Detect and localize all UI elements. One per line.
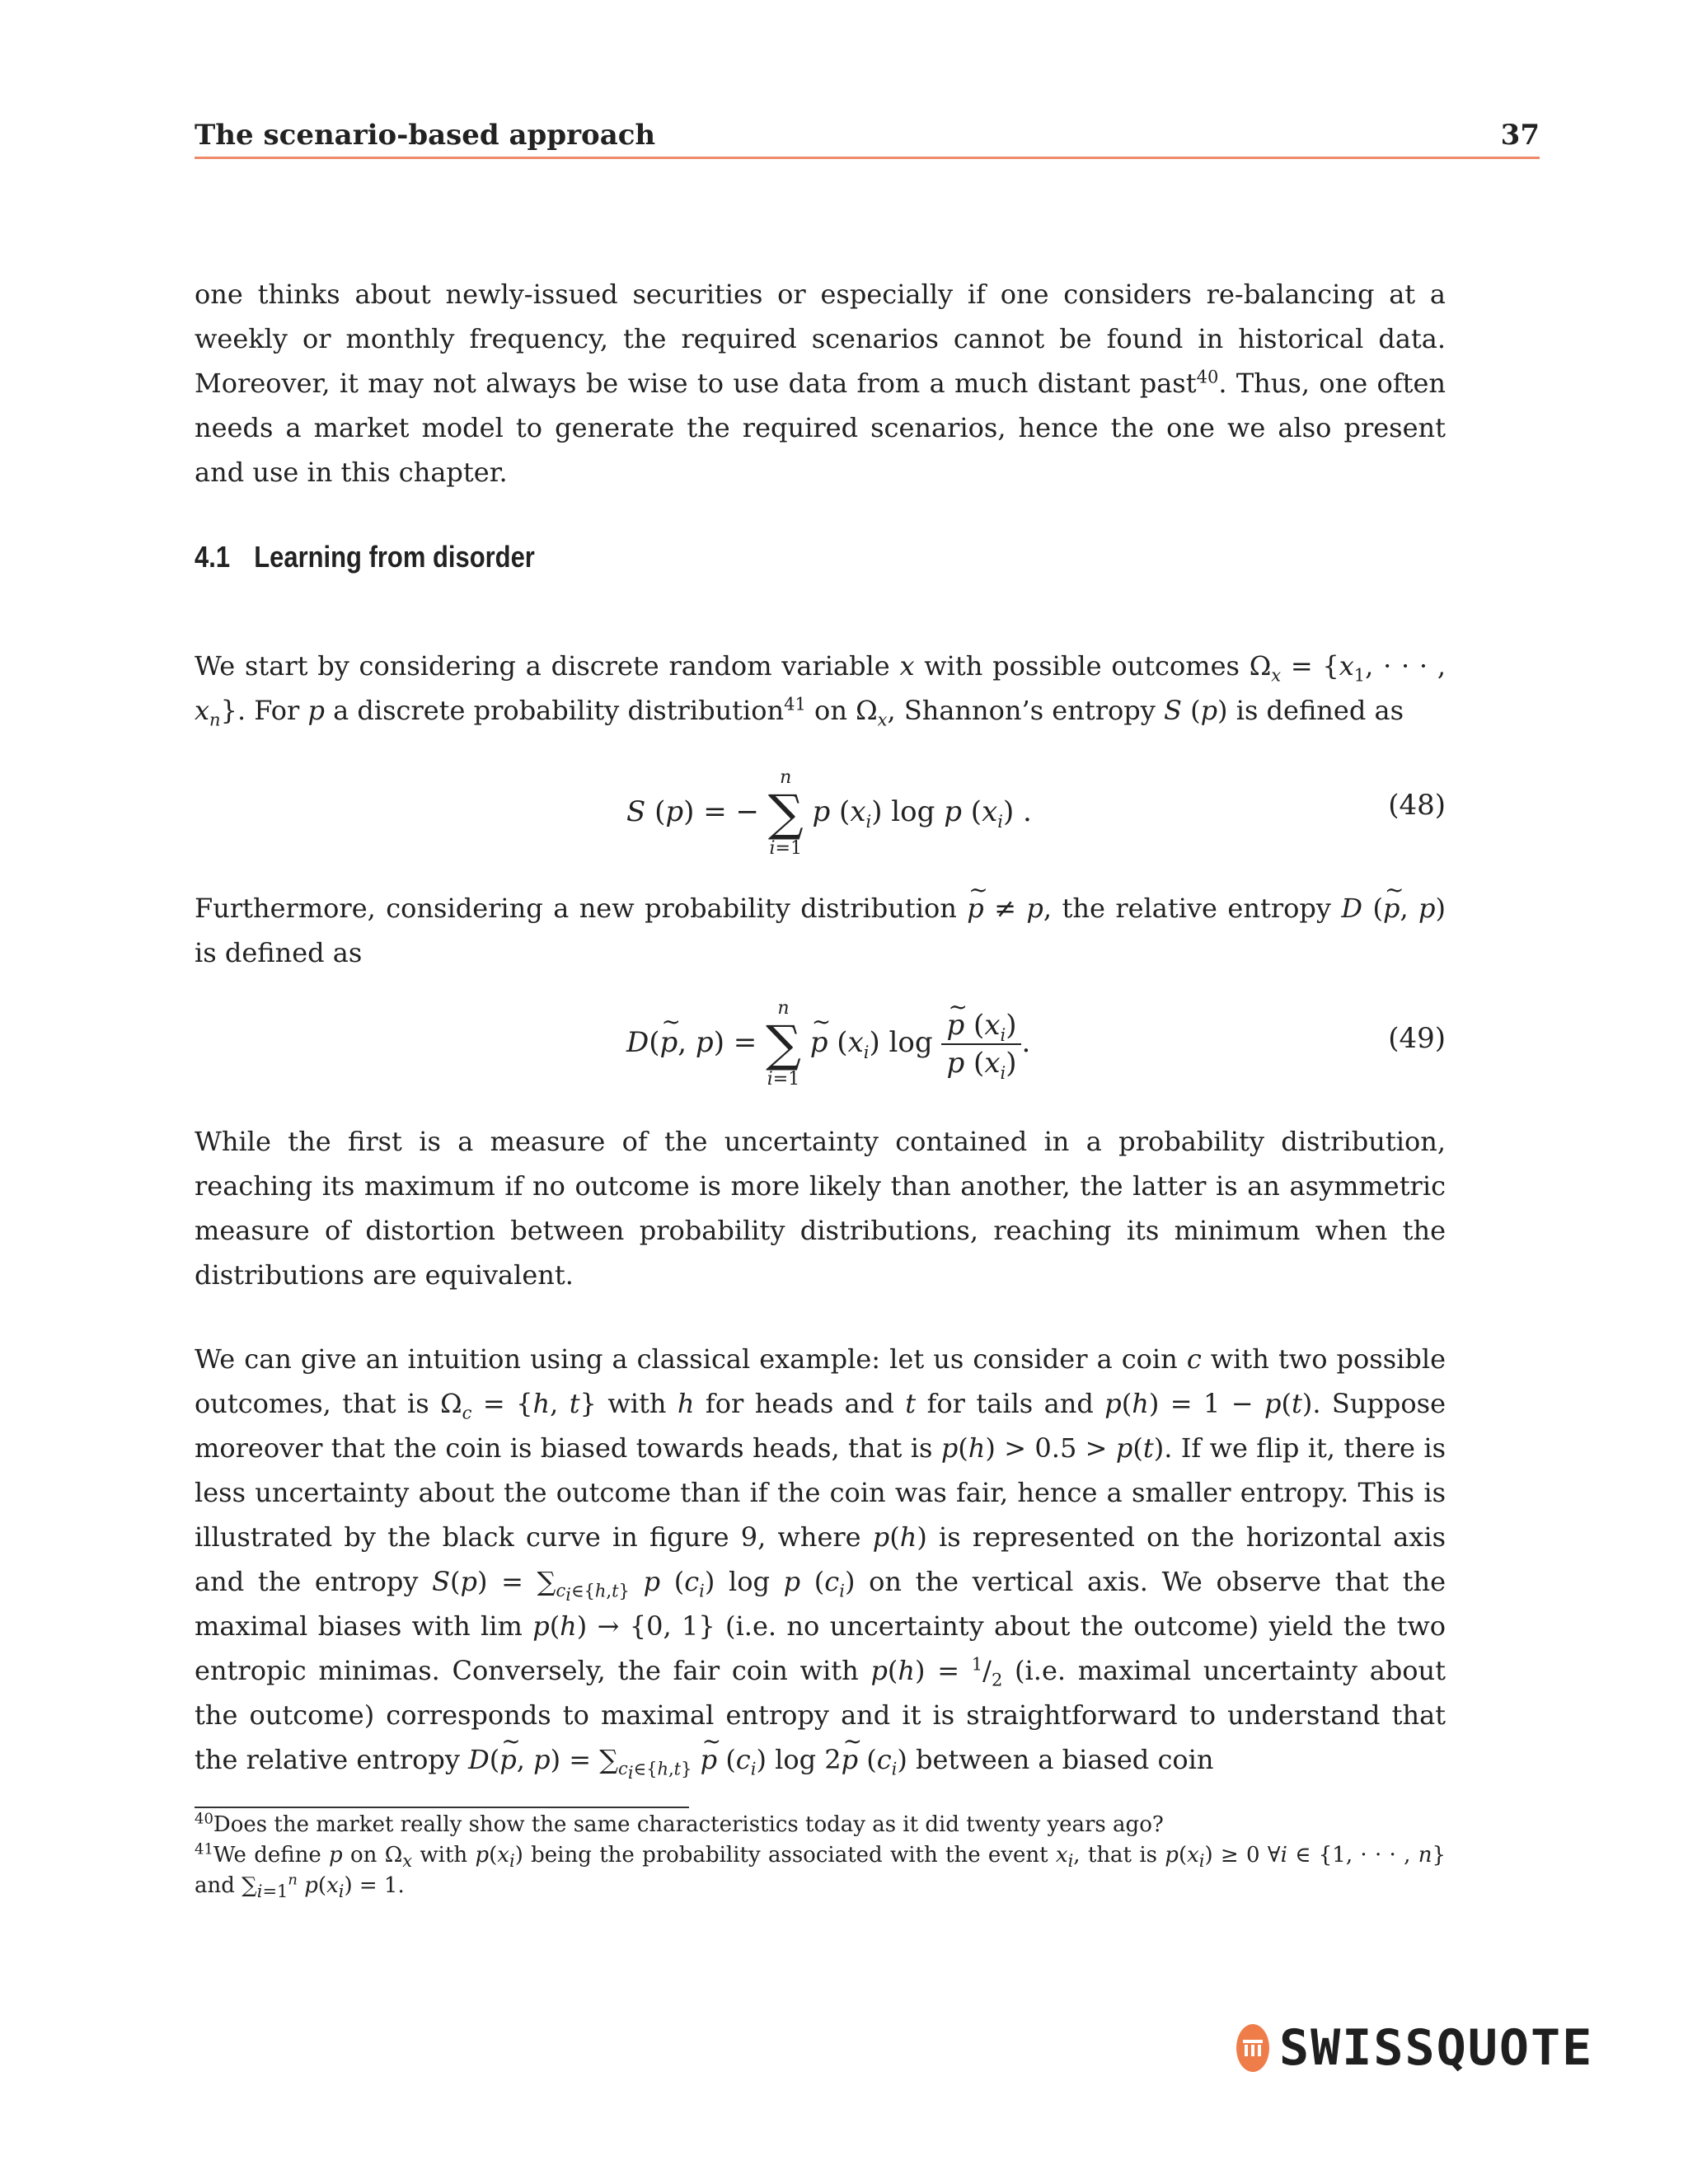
para1-text-end: . Thus, one often needs a market model to generate the required scenarios, hence the one we also present and use in this chapter. bbox=[195, 368, 1447, 488]
para5-text: . Suppose moreover that the coin is biased towards heads, that is bbox=[195, 1388, 1447, 1464]
footnote-text: and bbox=[195, 1873, 242, 1898]
footnote-ref-40[interactable]: 40 bbox=[1196, 367, 1219, 387]
para2-text: , Shannon’s entropy bbox=[887, 695, 1164, 726]
paragraph-comparison bbox=[195, 1119, 1446, 1297]
footnote-ref-41[interactable]: 41 bbox=[784, 694, 806, 715]
para2-text: For bbox=[254, 695, 308, 726]
section-number: 4.1 bbox=[195, 540, 231, 574]
para5-text: between a biased coin bbox=[907, 1744, 1214, 1775]
paragraph-intro bbox=[195, 272, 1446, 494]
equation-number-48: (48) bbox=[1388, 789, 1446, 822]
para1-text: one thinks about newly-issued securities or especially if one considers re-balancing at a weekly or monthly frequency, the required scenarios cannot be found in historical data. Moreover, it may not always be wise to use data from a much distant past bbox=[195, 279, 1446, 399]
para5-text: (i.e. no uncertainty about the outcome) yield the two entropic minimas. Conversely, the fair coin with bbox=[195, 1610, 1447, 1686]
logo-mark-glyph bbox=[1236, 2032, 1269, 2064]
section-title: Learning from disorder bbox=[254, 540, 535, 574]
para5-text: . If we flip it, there is less uncertainty about the outcome than if the coin was fair, hence a smaller entropy. This is illustrated by the black curve in figure 9, where bbox=[195, 1432, 1447, 1553]
footnote-mark: 41 bbox=[195, 1840, 213, 1858]
footnote-text: , that is bbox=[1073, 1843, 1165, 1868]
page-number: 37 bbox=[1500, 119, 1540, 152]
equation-49: D(~ p, p) = n ∑ i=1 ~ p $(x_i)$ log ~ $\frac{p (x_i)}{p (x_i)}$ . bbox=[626, 997, 1030, 1091]
para5-text: for tails and bbox=[916, 1388, 1105, 1419]
equation-48: S (p) = − n ∑ i=1 p $(x_i)$ log p $(x_i)$ . bbox=[626, 767, 1032, 859]
paragraph-relative-entropy: Furthermore, considering a new probability distribution ~ p ≠ p, the relative entropy D (~ p, p) is defined as bbox=[195, 886, 1446, 975]
logo-wordmark: SWISSQUOTE bbox=[1279, 2019, 1594, 2077]
para5-text: on the vertical axis. We observe that the maximal biases with lim bbox=[195, 1566, 1447, 1642]
para2-text: We start by considering a discrete random variable bbox=[195, 650, 900, 682]
footnote-text: Does the market really show the same characteristics today as it did twenty years ago? bbox=[213, 1812, 1164, 1837]
paragraph-entropy-def: We start by considering a discrete random variable x with possible outcomes $\Omega_x = \{x_1$, · · · , $x_n$}. For p a discrete probability distribution$^{41}$ on $\Omega_x$, Shannon’s entropy S (p) is defined as bbox=[195, 650, 1447, 730]
running-title: The scenario-based approach bbox=[195, 119, 656, 152]
footnote-text: with bbox=[412, 1843, 476, 1868]
footnote-text: being the probability associated with the event bbox=[523, 1843, 1056, 1868]
footnote-text: on bbox=[342, 1843, 385, 1868]
swissquote-logo-icon bbox=[1236, 2024, 1269, 2072]
section-heading bbox=[195, 540, 535, 574]
footnote-text: . bbox=[397, 1873, 405, 1898]
footnote-40 bbox=[195, 1810, 1446, 1840]
paragraph-coin-example: We can give an intuition using a classical example: let us consider a coin c with two possible outcomes, that is $\Omega_c = \{h$, t} with h for heads and t for tails and p(h) = 1 − p(t). Suppose moreover that the coin is biased towards heads, that is p(h) > 0.5 > p(t). If we flip it, there is less uncertainty about the outcome than if the coin was fair, hence a smaller entropy. This is illustrated by the black curve in figure 9, where p(h) is represented on the horizontal axis and the entropy $S(p) = \sum_{ci\in\{h,t\}}$ p $(c_i)$ log p $(c_i)$ on the vertical axis. We observe that the maximal biases with lim p(h) → {0, 1} (i.e. no uncertainty about the outcome) yield the two entropic minimas. Conversely, the fair coin with $p(h) = ^1/_2$ (i.e. maximal uncertainty about the outcome) corresponds to maximal entropy and it is straightforward to understand that the relative entropy D(~ p, $p) = \sum_{ci\in\{h,t\}}$ ~ p $(c_i)$ log 2~ p $(c_i)$ between a biased coin bbox=[195, 1337, 1446, 1782]
para3-text: Furthermore, considering a new probability distribution bbox=[195, 893, 968, 924]
footnote-text: We define bbox=[213, 1843, 330, 1868]
footnote-mark: 40 bbox=[195, 1810, 213, 1828]
para2-text: is defined as bbox=[1227, 695, 1404, 726]
para3-text: is defined as bbox=[195, 937, 363, 968]
footnotes bbox=[195, 1810, 1446, 1901]
para5-text: (i.e. maximal uncertainty about the outcome) corresponds to maximal entropy and it is straightforward to understand that the relative entropy bbox=[195, 1655, 1446, 1775]
footnote-41: $^{41}$We define p on $\Omega_x$ with $p(x_i)$ being the probability associated with the event $x_i$, that is $p(x_i) \ge 0$ ∀i ∈ {1, · · · , n} and $\sum_{i=1}^n$ $p(x_i) = 1$. bbox=[195, 1840, 1446, 1902]
para2-text: with possible outcomes bbox=[914, 650, 1250, 682]
para4-text: While the first is a measure of the uncertainty contained in a probability distribution, reaching its maximum if no outcome is more likely than another, the latter is an asymmetric measure of distortion between probability distributions, reaching its minimum when the distributions are equivalent. bbox=[195, 1126, 1446, 1291]
para3-text: , the relative entropy bbox=[1043, 893, 1342, 924]
para2-text: on bbox=[805, 695, 856, 726]
para5-text: with two possible outcomes, that is bbox=[195, 1343, 1447, 1419]
swissquote-logo bbox=[1236, 2019, 1594, 2077]
para5-text: for heads and bbox=[694, 1388, 906, 1419]
equation-number-49: (49) bbox=[1388, 1022, 1446, 1055]
para5-text: with bbox=[596, 1388, 678, 1419]
para5-text: is represented on the horizontal axis and the entropy bbox=[195, 1521, 1447, 1597]
para5-text: We can give an intuition using a classical example: let us consider a coin bbox=[195, 1343, 1187, 1375]
footnote-rule bbox=[195, 1807, 689, 1808]
para2-text: a discrete probability distribution bbox=[324, 695, 785, 726]
page-header bbox=[195, 115, 1540, 159]
